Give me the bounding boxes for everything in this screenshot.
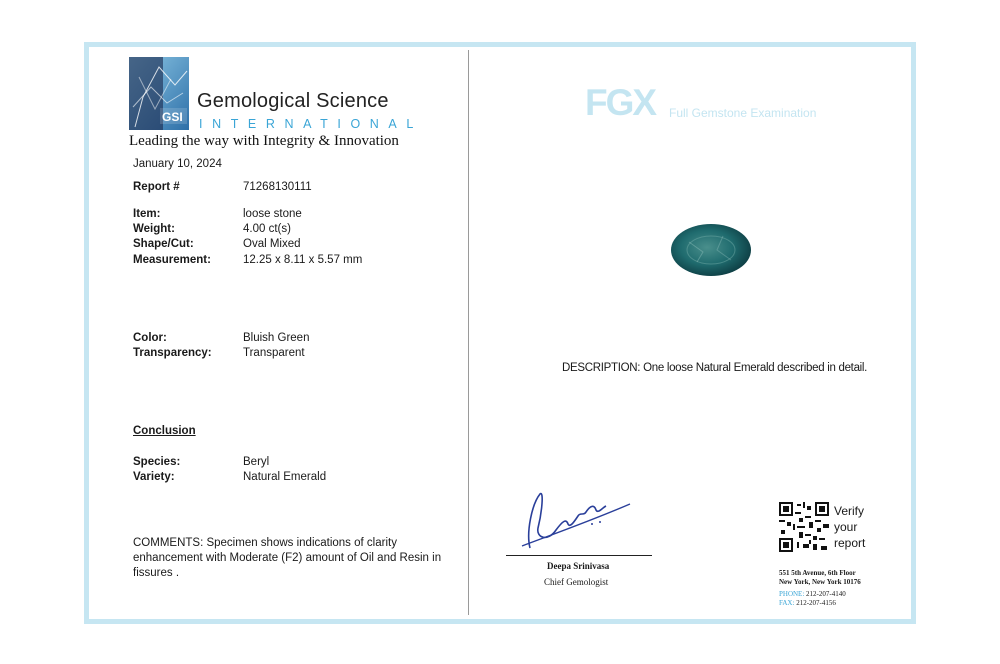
comments-text: COMMENTS: Specimen shows indications of clarity enhancement with Moderate (F2) amount of Oil and Resin in fissures . (133, 537, 442, 579)
species-label: Species: (133, 456, 181, 468)
phone-row (779, 590, 846, 598)
brand-subname: INTERNATIONAL (199, 117, 423, 131)
weight-value: 4.00 ct(s) (243, 223, 291, 235)
fax-row (779, 599, 836, 607)
signatory-name: Deepa Srinivasa (547, 561, 610, 571)
page-divider (468, 50, 469, 615)
report-date: January 10, 2024 (133, 158, 222, 170)
verify-line-3: report (834, 536, 866, 550)
gsi-logo-text: GSI (162, 110, 183, 124)
color-label: Color: (133, 332, 167, 344)
variety-value: Natural Emerald (243, 471, 327, 483)
report-number-label: Report # (133, 181, 180, 193)
item-value: loose stone (243, 208, 302, 220)
transparency-label: Transparency: (133, 347, 212, 359)
transparency-value: Transparent (243, 347, 305, 359)
shape-label: Shape/Cut: (133, 238, 194, 250)
fgx-subtitle: Full Gemstone Examination (669, 106, 817, 120)
signature-line (506, 555, 652, 556)
fax-number: 212-207-4156 (796, 599, 836, 607)
item-label: Item: (133, 208, 161, 220)
conclusion-heading: Conclusion (133, 425, 196, 437)
color-value: Bluish Green (243, 332, 310, 344)
description-text: DESCRIPTION: One loose Natural Emerald described in detail. (562, 362, 868, 374)
verify-report-link[interactable] (834, 503, 882, 551)
qr-code-icon[interactable] (779, 502, 829, 552)
gsi-logo-icon (129, 57, 189, 130)
report-number: 71268130111 (243, 181, 312, 193)
shape-value: Oval Mixed (243, 238, 301, 250)
emerald-gem-image (669, 222, 753, 278)
phone-number: 212-207-4140 (806, 590, 846, 598)
fax-label: FAX: (779, 599, 795, 607)
fgx-logo: FGX (585, 82, 656, 123)
species-value: Beryl (243, 456, 270, 468)
verify-line-2: your (834, 520, 858, 534)
phone-label: PHONE: (779, 590, 805, 598)
signatory-title: Chief Gemologist (544, 577, 609, 587)
signature-image (508, 482, 638, 554)
measurement-value: 12.25 x 8.11 x 5.57 mm (243, 254, 363, 266)
verify-line-1: Verify (834, 504, 865, 518)
brand-tagline: Leading the way with Integrity & Innovation (129, 133, 399, 149)
address-line-1: 551 5th Avenue, 6th Floor (779, 569, 856, 577)
weight-label: Weight: (133, 223, 175, 235)
brand-name: Gemological Science (197, 90, 389, 112)
address-line-2: New York, New York 10176 (779, 578, 861, 586)
measurement-label: Measurement: (133, 254, 211, 266)
variety-label: Variety: (133, 471, 175, 483)
